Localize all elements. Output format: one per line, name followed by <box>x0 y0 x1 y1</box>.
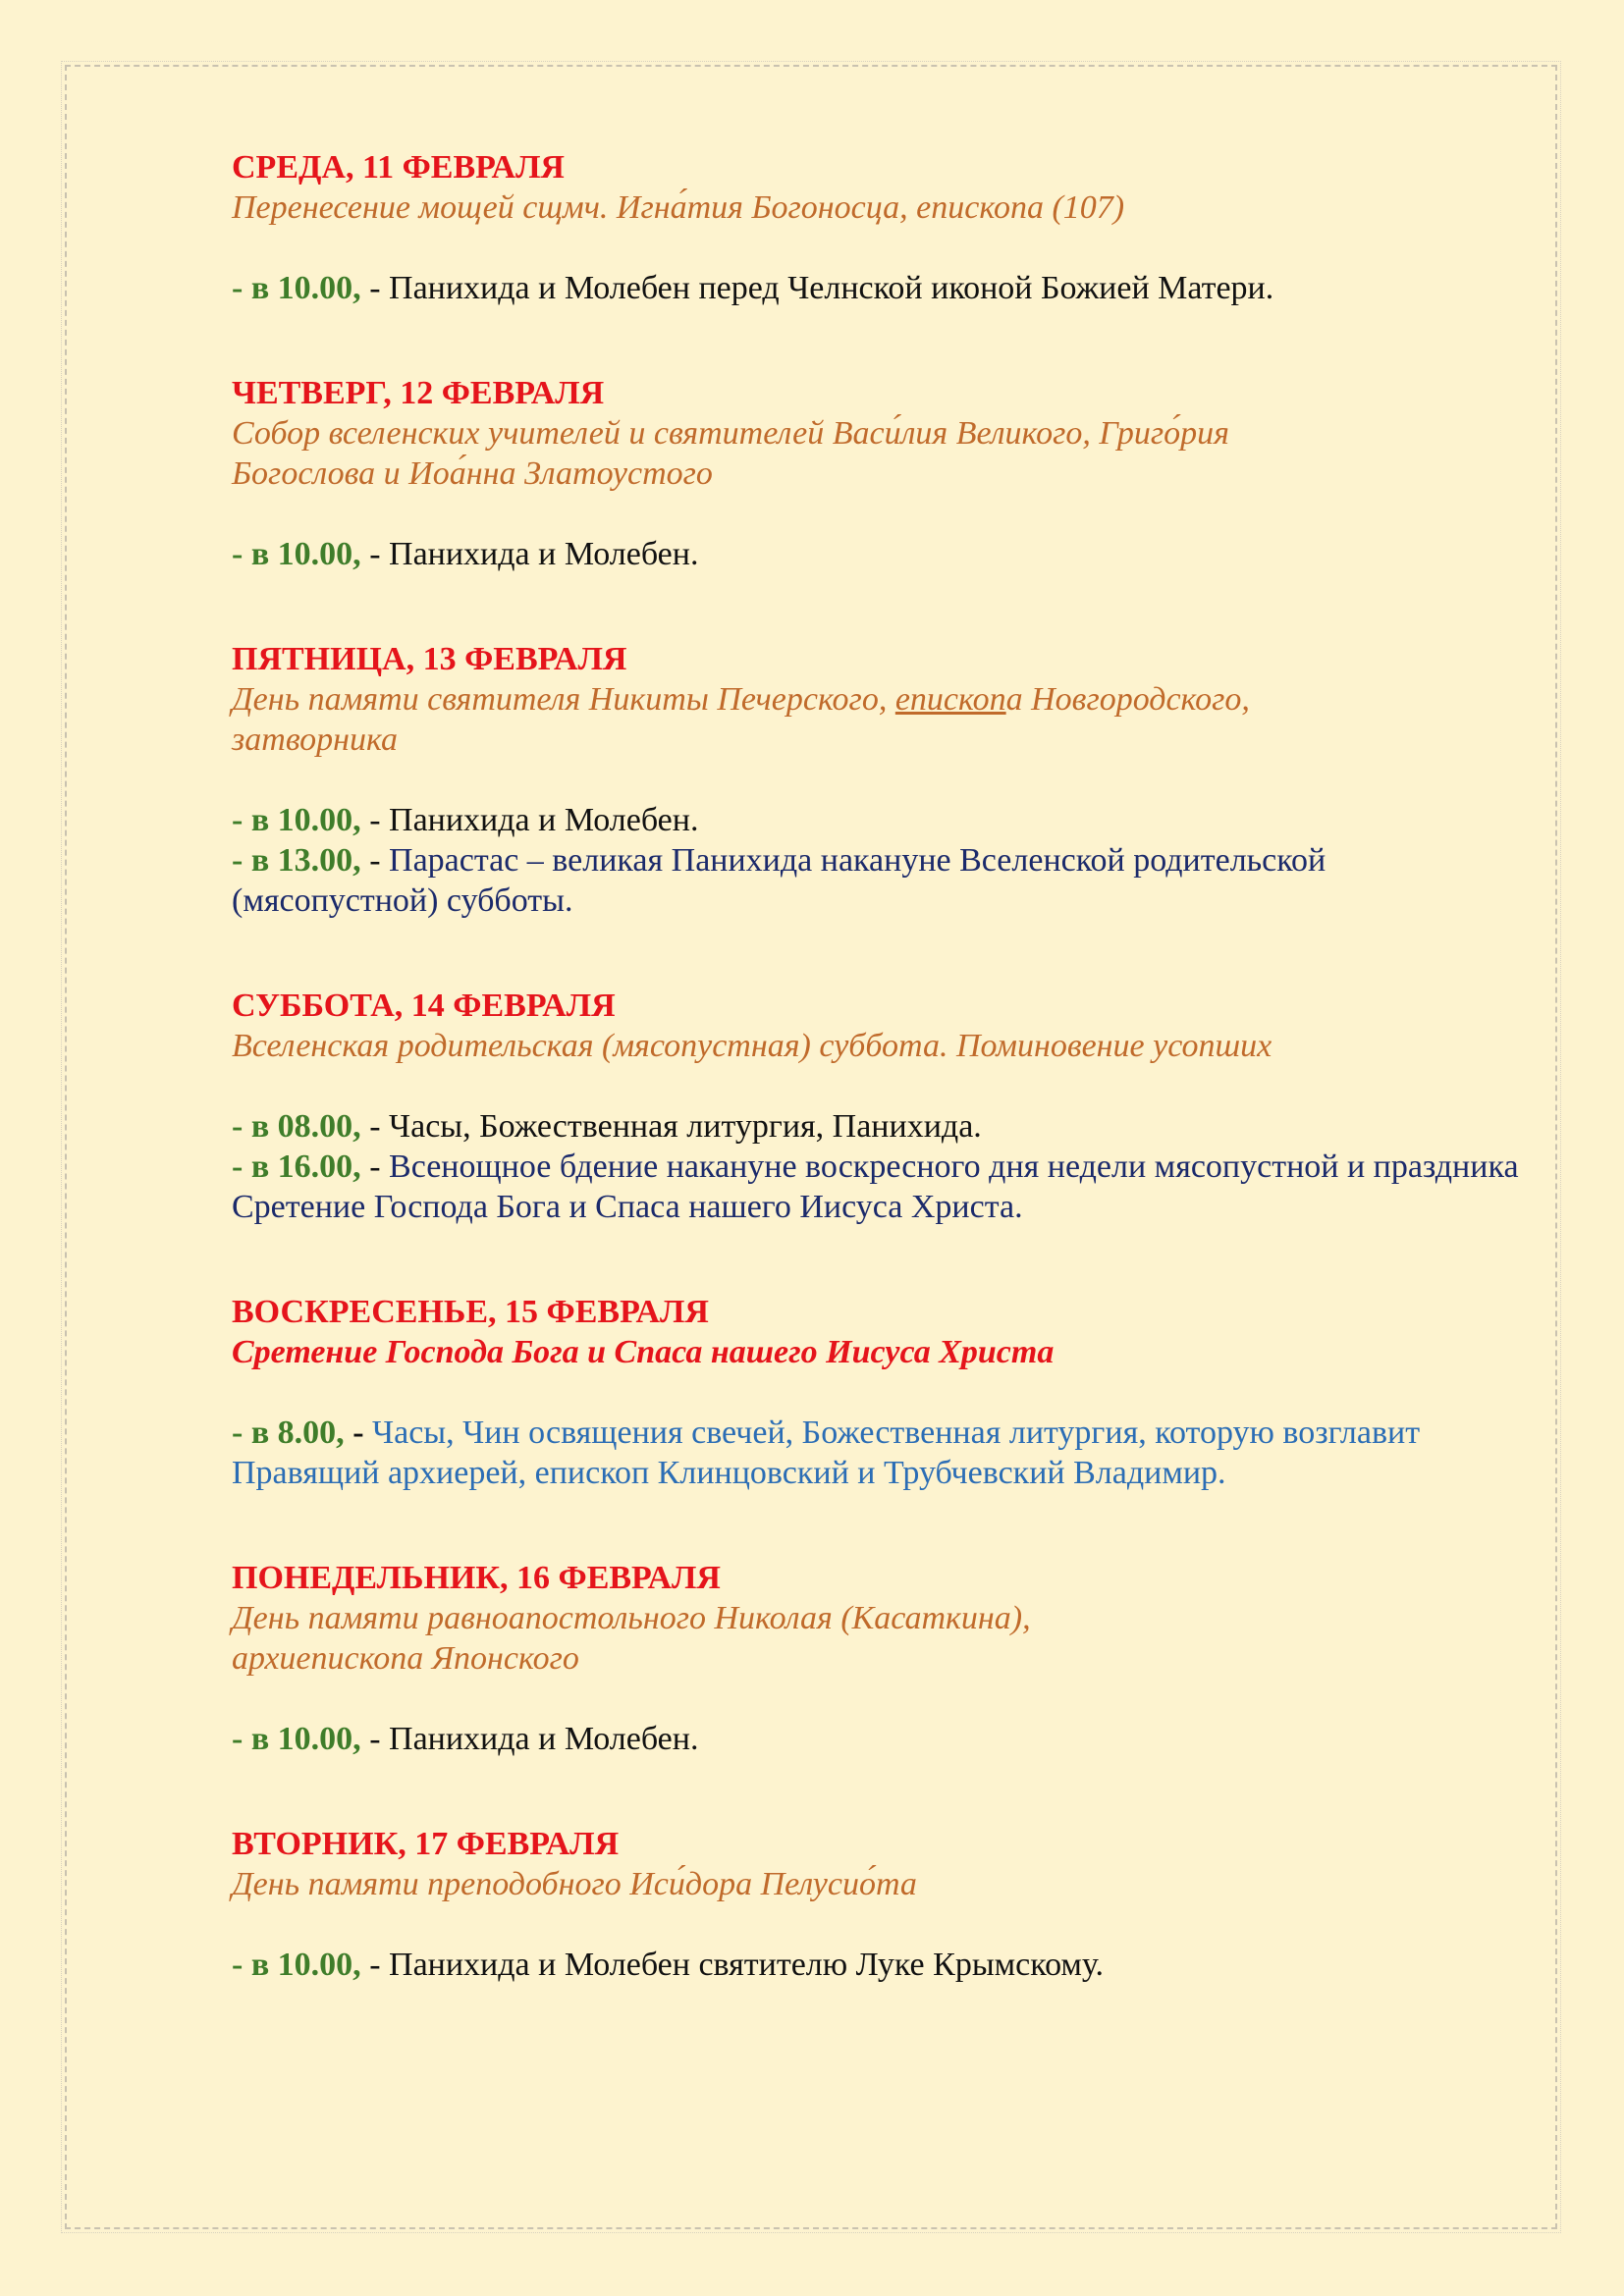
event-time: - в 16.00, <box>232 1148 361 1185</box>
day-heading: СРЕДА, 11 ФЕВРАЛЯ <box>232 149 565 186</box>
event-item <box>232 800 1528 840</box>
day-subtitle: День памяти преподобного Иси́дора Пелусио́та <box>232 1866 917 1902</box>
event-description: Часы, Божественная литургия, Панихида. <box>389 1108 982 1145</box>
event-item <box>232 1147 1528 1227</box>
event-separator: - <box>360 1148 390 1185</box>
event-description: Панихида и Молебен. <box>389 536 699 572</box>
event-description: Панихида и Молебен. <box>389 802 699 838</box>
day-subtitle: Перенесение мощей сщмч. Игна́тия Богоносца, епископа (107) <box>232 189 1125 226</box>
event-description: Панихида и Молебен святителю Луке Крымскому. <box>389 1947 1105 1983</box>
day-subtitle: Вселенская родительская (мясопустная) суббота. Поминовение усопших <box>232 1028 1272 1064</box>
event-time: - в 10.00, <box>232 1721 361 1757</box>
event-time: - в 10.00, <box>232 270 361 306</box>
events-list <box>232 1106 1528 1227</box>
day-thursday <box>232 373 1528 574</box>
event-time: - в 10.00, <box>232 536 361 572</box>
day-subtitle <box>232 1598 1528 1679</box>
subtitle-text: День памяти святителя Никиты Печерского, <box>232 681 895 718</box>
events-list <box>232 1945 1528 1985</box>
day-heading: ПОНЕДЕЛЬНИК, 16 ФЕВРАЛЯ <box>232 1560 721 1596</box>
events-list <box>232 268 1528 308</box>
subtitle-line: День памяти равноапостольного Николая (Касаткина), <box>232 1600 1031 1636</box>
event-item <box>232 840 1528 921</box>
subtitle-line: затворника <box>232 721 399 758</box>
event-item <box>232 1719 1528 1759</box>
subtitle-line <box>232 679 1528 720</box>
event-item <box>232 268 1528 308</box>
events-list <box>232 1413 1528 1493</box>
event-item <box>232 1945 1528 1985</box>
event-separator: - <box>360 842 390 879</box>
event-item <box>232 1413 1528 1493</box>
day-friday <box>232 639 1528 921</box>
event-description: Панихида и Молебен перед Челнской иконой Божией Матери. <box>389 270 1274 306</box>
feast-title: Сретение Господа Бога и Спаса нашего Иисуса Христа <box>232 1334 1055 1370</box>
day-heading: ВОСКРЕСЕНЬЕ, 15 ФЕВРАЛЯ <box>232 1294 709 1330</box>
event-separator: - <box>360 270 390 306</box>
event-separator: - <box>360 1108 390 1145</box>
event-separator: - <box>344 1415 373 1451</box>
day-subtitle <box>232 679 1528 760</box>
day-heading: ПЯТНИЦА, 13 ФЕВРАЛЯ <box>232 641 627 677</box>
events-list <box>232 534 1528 574</box>
day-heading: СУББОТА, 14 ФЕВРАЛЯ <box>232 988 616 1024</box>
day-saturday <box>232 986 1528 1227</box>
day-monday <box>232 1558 1528 1759</box>
event-time: - в 10.00, <box>232 1947 361 1983</box>
day-subtitle <box>232 413 1528 494</box>
event-description: Панихида и Молебен. <box>389 1721 699 1757</box>
schedule <box>232 147 1528 1985</box>
event-time: - в 10.00, <box>232 802 361 838</box>
event-description: Парастас – великая Панихида накануне Вселенской родительской (мясопустной) субботы. <box>232 842 1326 919</box>
event-time: - в 8.00, <box>232 1415 345 1451</box>
event-item <box>232 1106 1528 1147</box>
event-separator: - <box>360 1721 390 1757</box>
events-list <box>232 1719 1528 1759</box>
event-separator: - <box>360 802 390 838</box>
subtitle-line: архиепископа Японского <box>232 1640 579 1677</box>
subtitle-underlined: епископ <box>894 681 1006 718</box>
event-description: Всенощное бдение накануне воскресного дня недели мясопустной и праздника Сретение Господа Бога и Спаса нашего Иисуса Христа. <box>232 1148 1519 1225</box>
event-item <box>232 534 1528 574</box>
event-time: - в 08.00, <box>232 1108 361 1145</box>
day-wednesday <box>232 147 1528 308</box>
day-sunday <box>232 1292 1528 1493</box>
subtitle-text: а Новгородского, <box>1005 681 1250 718</box>
event-separator: - <box>360 1947 390 1983</box>
day-tuesday <box>232 1824 1528 1985</box>
day-heading: ЧЕТВЕРГ, 12 ФЕВРАЛЯ <box>232 375 605 411</box>
subtitle-line: Собор вселенских учителей и святителей Васи́лия Великого, Григо́рия <box>232 415 1229 452</box>
event-separator: - <box>360 536 390 572</box>
event-time: - в 13.00, <box>232 842 361 879</box>
subtitle-line: Богослова и Иоа́нна Златоустого <box>232 455 713 492</box>
day-heading: ВТОРНИК, 17 ФЕВРАЛЯ <box>232 1826 620 1862</box>
event-description: Часы, Чин освящения свечей, Божественная литургия, которую возглавит Правящий архиерей, епископ Клинцовский и Трубчевский Владимир. <box>232 1415 1421 1491</box>
events-list <box>232 800 1528 921</box>
